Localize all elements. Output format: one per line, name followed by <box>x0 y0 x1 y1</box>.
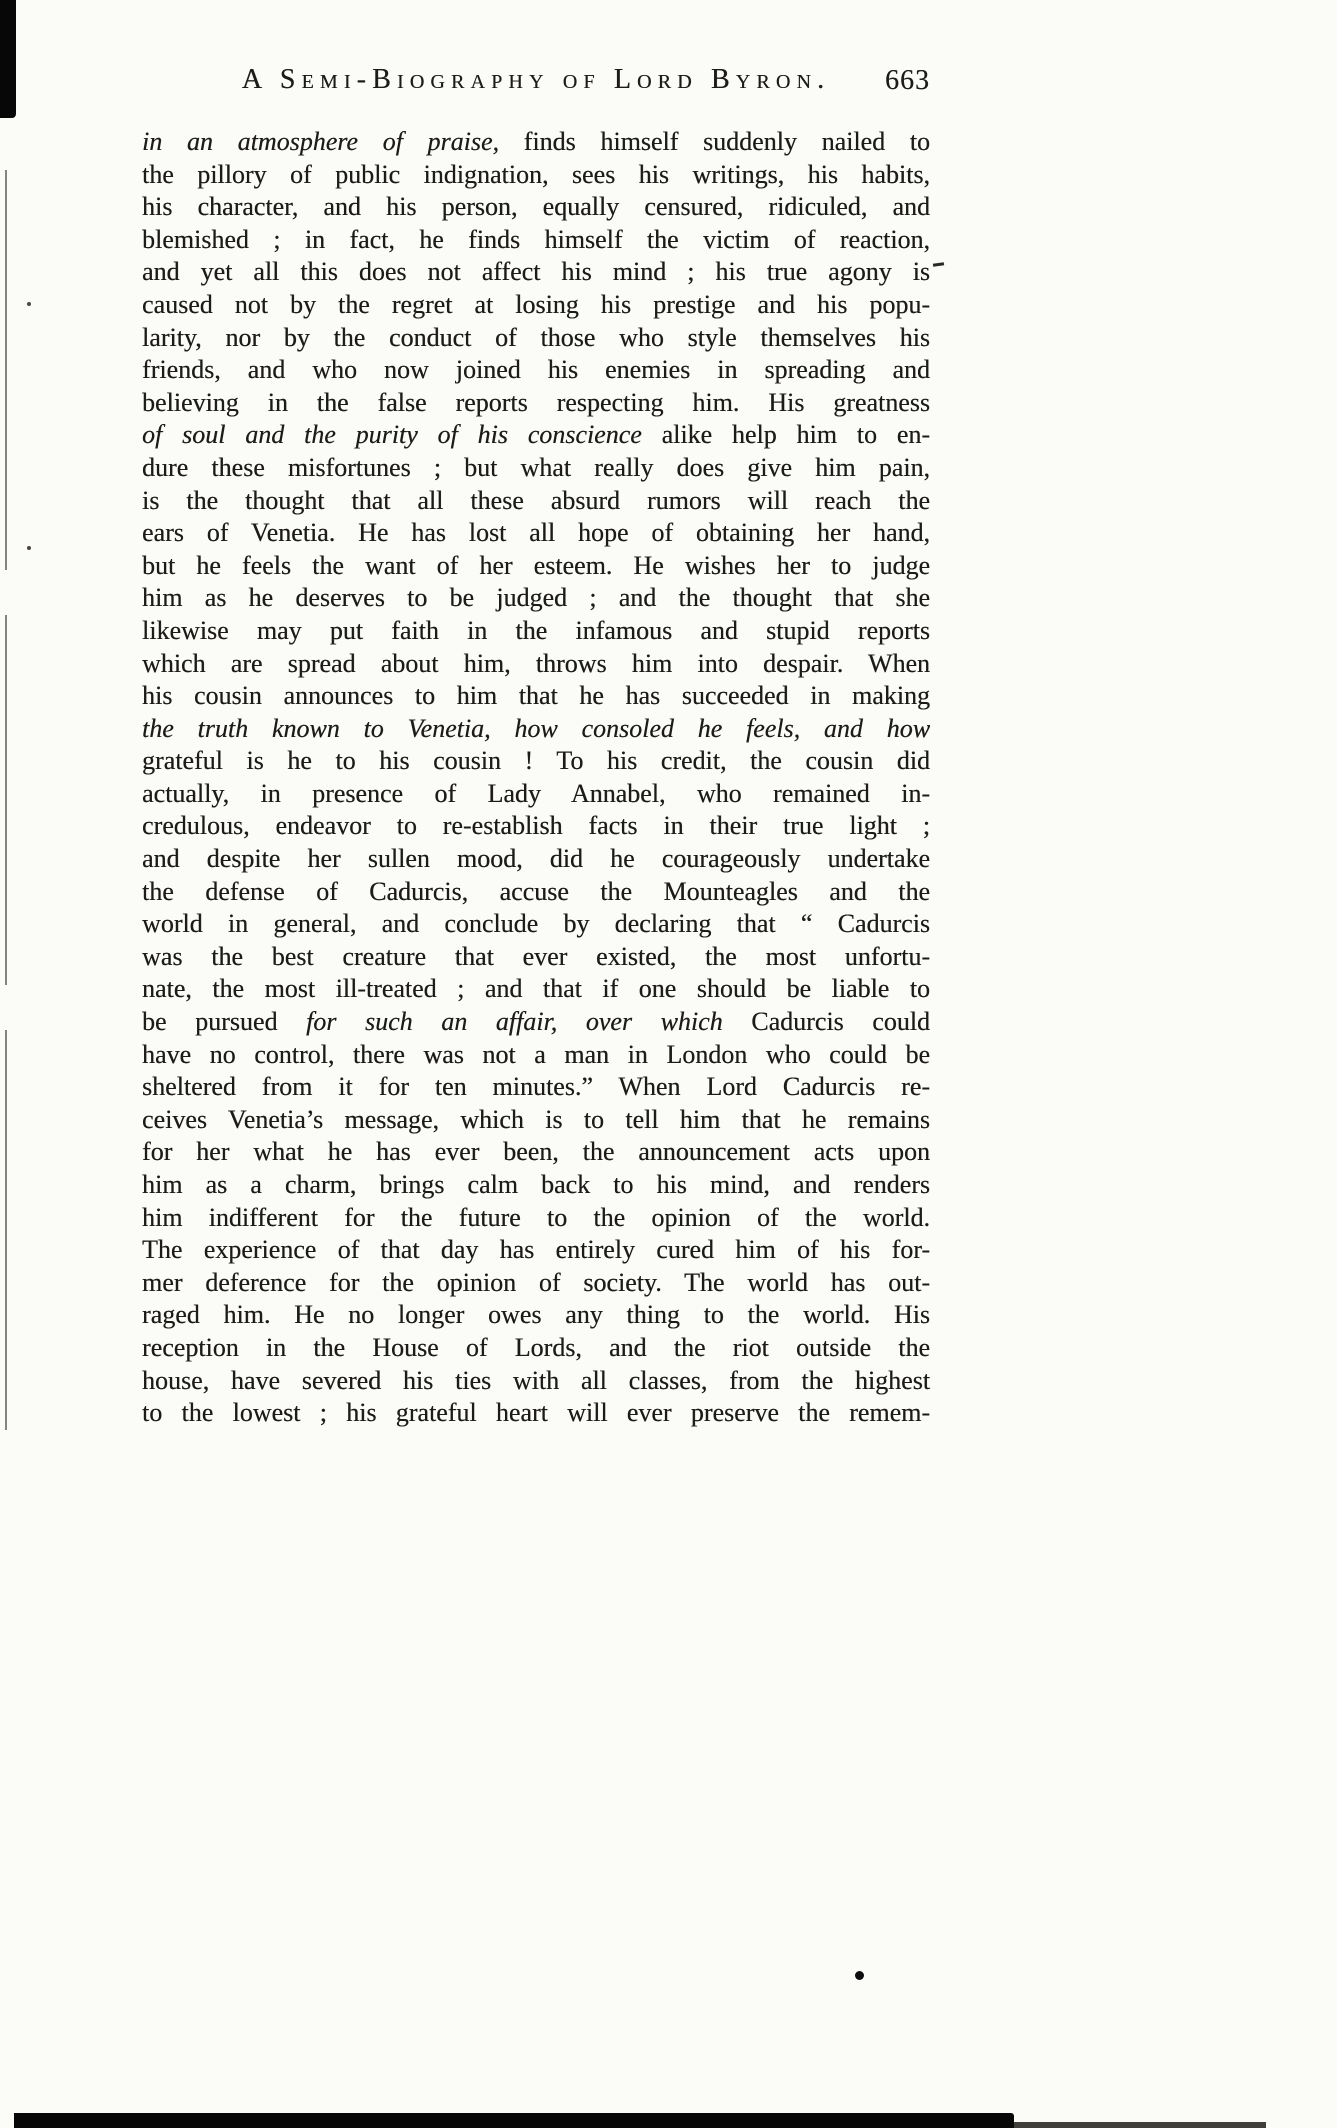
scan-artifact-margin-dot <box>27 302 31 306</box>
text-segment: sheltered from it for ten minutes.” When Lord Cadurcis re- <box>142 1072 930 1102</box>
text-segment: was the best creature that ever existed, the most unfortu- <box>142 941 930 971</box>
text-segment: friends, and who now joined his enemies in spreading and <box>142 355 930 385</box>
text-segment: credulous, endeavor to re-establish facts in their true light ; <box>142 811 930 841</box>
text-line <box>142 1104 930 1137</box>
text-segment: his cousin announces to him that he has succeeded in making <box>142 681 930 711</box>
text-line <box>142 387 930 420</box>
scan-artifact-left-edge-line <box>5 615 7 985</box>
text-segment: grateful is he to his cousin ! To his credit, the cousin did <box>142 746 930 776</box>
italic-text-segment: for such an affair, over which <box>306 1007 723 1037</box>
text-line <box>142 126 930 159</box>
text-segment: finds himself suddenly nailed to <box>499 127 930 156</box>
text-line <box>142 322 930 355</box>
text-segment: the defense of Cadurcis, accuse the Mounteagles and the <box>142 876 930 906</box>
text-segment: ears of Venetia. He has lost all hope of obtaining her hand, <box>142 518 930 548</box>
text-line <box>142 1299 930 1332</box>
text-segment: larity, nor by the conduct of those who style themselves his <box>142 322 930 352</box>
text-segment: Cadurcis could <box>722 1007 931 1037</box>
text-segment: is the thought that all these absurd rumors will reach the <box>142 485 930 515</box>
text-segment: and yet all this does not affect his mind ; his true agony is <box>142 257 930 287</box>
text-line <box>142 1365 930 1398</box>
text-line <box>142 1071 930 1104</box>
scan-artifact-ink-dot <box>855 1971 864 1980</box>
text-line <box>142 713 930 746</box>
text-line <box>142 159 930 192</box>
text-line <box>142 648 930 681</box>
text-line <box>142 908 930 941</box>
text-line <box>142 256 930 289</box>
text-segment: believing in the false reports respecting him. His greatness <box>142 387 930 417</box>
text-segment: for her what he has ever been, the announcement acts upon <box>142 1137 930 1167</box>
text-segment: him as a charm, brings calm back to his mind, and renders <box>142 1170 930 1199</box>
scan-artifact-left-top-bar <box>0 0 16 118</box>
text-line <box>142 1267 930 1300</box>
text-segment: but he feels the want of her esteem. He wishes her to judge <box>142 550 930 580</box>
text-segment: raged him. He no longer owes any thing to the world. His <box>142 1300 930 1330</box>
scan-artifact-left-edge-line <box>5 170 7 570</box>
italic-text-segment: of soul and the purity of his conscience <box>142 420 642 450</box>
scan-artifact-margin-dash <box>933 262 944 267</box>
text-segment: dure these misfortunes ; but what really does give him pain, <box>142 452 930 482</box>
text-line <box>142 354 930 387</box>
text-line <box>142 1039 930 1072</box>
text-line <box>142 1169 930 1202</box>
text-segment: likewise may put faith in the infamous and stupid reports <box>142 615 930 645</box>
text-line <box>142 973 930 1006</box>
text-line <box>142 485 930 518</box>
text-line <box>142 1332 930 1365</box>
text-line <box>142 810 930 843</box>
italic-text-segment: the truth known to Venetia, how consoled he feels, and how <box>142 713 930 743</box>
text-line <box>142 680 930 713</box>
text-segment: ceives Venetia’s message, which is to tell him that he remains <box>142 1104 930 1134</box>
text-segment: actually, in presence of Lady Annabel, who remained in- <box>142 778 930 808</box>
text-line <box>142 224 930 257</box>
text-line <box>142 1202 930 1235</box>
text-segment: the pillory of public indignation, sees his writings, his habits, <box>142 159 930 189</box>
text-segment: nate, the most ill-treated ; and that if one should be liable to <box>142 974 930 1004</box>
text-line <box>142 876 930 909</box>
text-line <box>142 1397 930 1430</box>
text-segment: caused not by the regret at losing his prestige and his popu- <box>142 289 930 319</box>
text-line <box>142 517 930 550</box>
scan-artifact-bottom-bar-thin <box>1014 2122 1266 2128</box>
text-line <box>142 1136 930 1169</box>
text-segment: have no control, there was not a man in London who could be <box>142 1039 930 1069</box>
text-segment: be pursued <box>142 1007 307 1037</box>
text-segment: blemished ; in fact, he finds himself the victim of reaction, <box>142 224 930 254</box>
scan-artifact-left-edge-line <box>5 1030 7 1430</box>
text-line <box>142 289 930 322</box>
text-segment: to the lowest ; his grateful heart will ever preserve the remem- <box>142 1398 930 1428</box>
text-segment: him as he deserves to be judged ; and the thought that she <box>142 583 930 613</box>
body-text <box>142 126 930 1430</box>
text-segment: and despite her sullen mood, did he courageously undertake <box>142 844 930 874</box>
text-line <box>142 582 930 615</box>
text-segment: reception in the House of Lords, and the riot outside the <box>142 1332 930 1362</box>
text-segment: world in general, and conclude by declaring that “ Cadurcis <box>142 909 930 939</box>
scan-artifact-margin-dot <box>27 546 31 550</box>
text-line <box>142 941 930 974</box>
running-title: A Semi-Biography of Lord Byron. <box>241 64 831 95</box>
text-segment: house, have severed his ties with all classes, from the highest <box>142 1365 930 1395</box>
text-line <box>142 419 930 452</box>
italic-text-segment: in an atmosphere of praise, <box>142 127 499 156</box>
text-line <box>142 745 930 778</box>
scan-artifact-bottom-bar <box>14 2113 1014 2128</box>
text-line <box>142 550 930 583</box>
text-segment: which are spread about him, throws him into despair. When <box>142 648 930 678</box>
text-line <box>142 615 930 648</box>
text-line <box>142 1006 930 1039</box>
page-number: 663 <box>885 65 930 96</box>
text-line <box>142 452 930 485</box>
text-line <box>142 843 930 876</box>
text-segment: mer deference for the opinion of society. The world has out- <box>142 1267 930 1297</box>
text-segment: alike help him to en- <box>641 420 930 450</box>
text-segment: his character, and his person, equally censured, ridiculed, and <box>142 192 930 222</box>
text-segment: him indifferent for the future to the opinion of the world. <box>142 1202 930 1232</box>
text-line <box>142 1234 930 1267</box>
page-header <box>142 64 930 100</box>
text-line <box>142 778 930 811</box>
text-line <box>142 191 930 224</box>
text-segment: The experience of that day has entirely cured him of his for- <box>142 1235 930 1265</box>
